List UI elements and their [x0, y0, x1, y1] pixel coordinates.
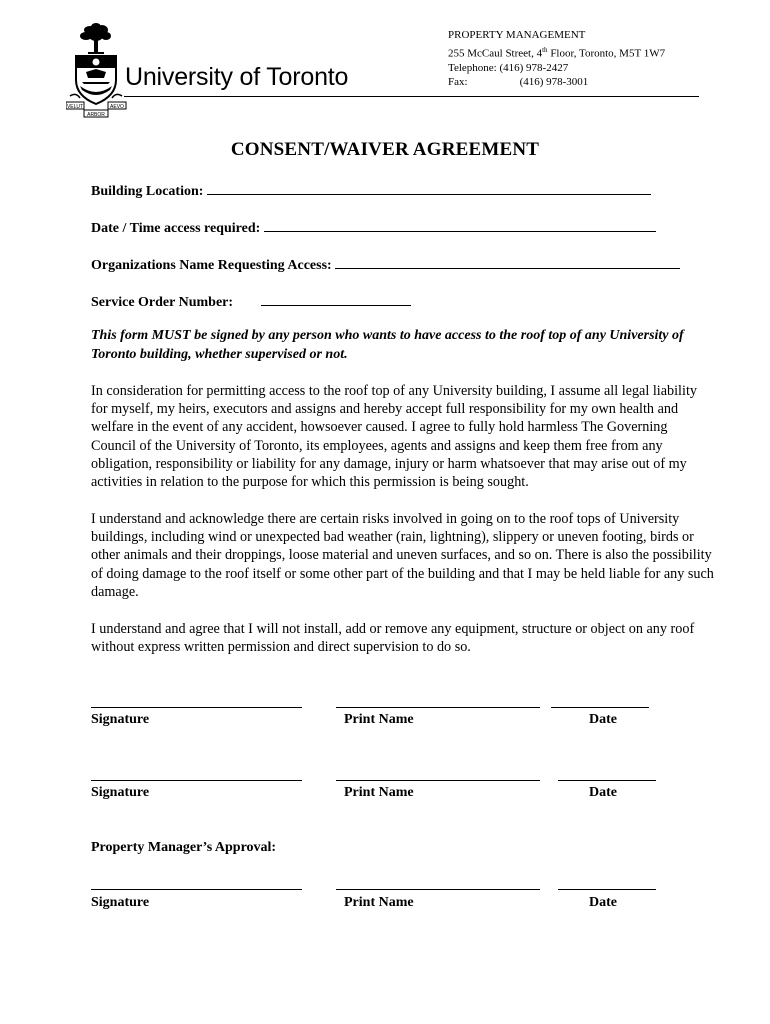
paragraph-equipment: I understand and agree that I will not install, add or remove any equipment, structure or object on any roof without express written permission and direct supervision to do so.: [91, 621, 695, 656]
print-name-line[interactable]: [336, 780, 540, 781]
university-name: University of Toronto: [125, 63, 349, 91]
service-order-label: Service Order Number:: [91, 295, 234, 310]
print-name-label: Print Name: [344, 785, 414, 800]
address-line: [448, 43, 665, 61]
signature-line[interactable]: [91, 780, 302, 781]
date-time-label: Date / Time access required:: [91, 221, 261, 236]
form-title: CONSENT/WAIVER AGREEMENT: [230, 139, 540, 160]
organization-label: Organizations Name Requesting Access:: [91, 258, 332, 273]
fax-number: (416) 978-3001: [519, 76, 589, 89]
signature-label: Signature: [91, 712, 150, 727]
paragraph-liability: In consideration for permitting access to the roof top of any University building, I assume all legal liability for myself, my heirs, executors and assigns and hereby accept full responsibility for my own health and welfare in the event of any accident, howsoever caused. I agree to fully hold harmless The Governing Council of the University of Toronto, its employees, agents and assigns and keep them free from any obligation, responsibility or liability for any damage, injury or harm whatsoever that may arise out of my activities in relation to the purpose for which this permission is being sought.: [91, 383, 697, 491]
notice-text: This form MUST be signed by any person who wants to have access to the roof top of any University of Toronto building, whether supervised or not.: [91, 328, 684, 362]
crest-motto-left: VELUT: [66, 103, 84, 110]
crest-motto-right: AEVO: [110, 103, 124, 110]
date-time-row: [91, 218, 656, 238]
signature-line[interactable]: [91, 889, 302, 890]
service-order-row: [91, 292, 411, 312]
service-order-input-line[interactable]: [261, 292, 411, 306]
department-name: PROPERTY MANAGEMENT: [448, 29, 586, 41]
fax-label: Fax:: [448, 76, 468, 89]
date-line[interactable]: [551, 707, 649, 708]
header-divider: [124, 96, 699, 97]
paragraph-risks: I understand and acknowledge there are certain risks involved in going on to the roof tops of University buildings, including wind or unexpected bad weather (rain, lightning), slippery or uneven footing, birds or other animals and their droppings, loose material and uneven surfaces, and so on. There is also the possibility of doing damage to the roof itself or some other part of the building and that I may be held liable for any such damage.: [91, 511, 714, 600]
date-line[interactable]: [558, 889, 656, 890]
address-prefix: 255 McCaul Street, 4: [448, 47, 543, 60]
address-suffix: Floor, Toronto, M5T 1W7: [547, 47, 666, 60]
signature-label: Signature: [91, 895, 150, 910]
crest-motto-bottom: ARBOR: [87, 111, 105, 118]
building-location-label: Building Location:: [91, 184, 204, 199]
date-label: Date: [589, 895, 617, 910]
print-name-label: Print Name: [344, 895, 414, 910]
signature-label: Signature: [91, 785, 150, 800]
date-time-input-line[interactable]: [264, 218, 656, 232]
date-label: Date: [589, 785, 617, 800]
organization-row: [91, 255, 680, 275]
organization-input-line[interactable]: [335, 255, 680, 269]
print-name-line[interactable]: [336, 889, 540, 890]
contact-block: [448, 28, 665, 90]
building-location-row: [91, 181, 651, 201]
print-name-label: Print Name: [344, 712, 414, 727]
print-name-line[interactable]: [336, 707, 540, 708]
signature-line[interactable]: [91, 707, 302, 708]
fax-line: [448, 75, 665, 90]
telephone-line: Telephone: (416) 978-2427: [448, 61, 569, 74]
building-location-input-line[interactable]: [207, 181, 651, 195]
approval-label: Property Manager’s Approval:: [91, 840, 277, 855]
address-superscript: th: [542, 45, 548, 54]
date-label: Date: [589, 712, 617, 727]
date-line[interactable]: [558, 780, 656, 781]
